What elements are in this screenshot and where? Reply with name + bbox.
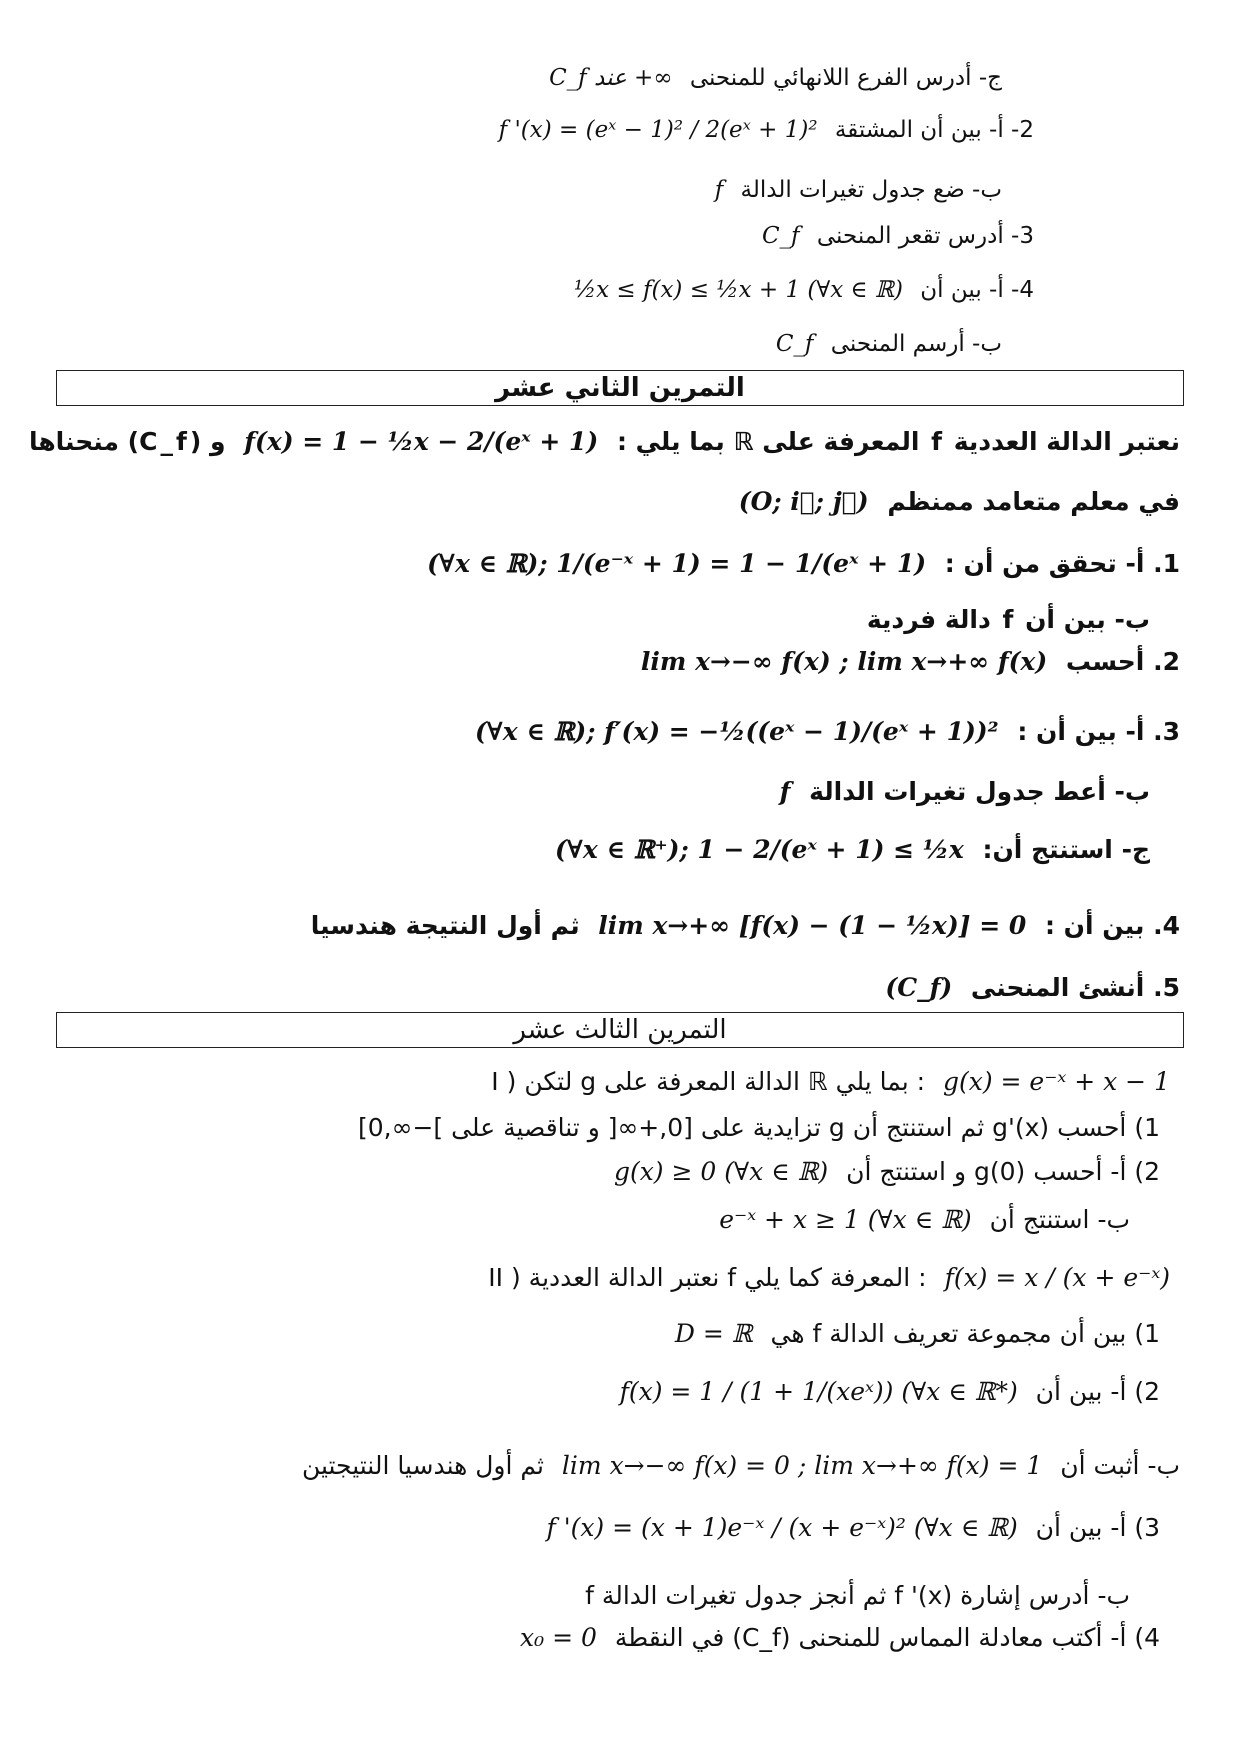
ex13-ii-q2a: 2) أ- بين أن f(x) = 1 / (1 + 1/(xeˣ)) (∀x ∈ ℝ*) [619, 1377, 1160, 1406]
ex12-q3b: ب- أعط جدول تغيرات الدالة f [779, 777, 1150, 806]
ex11-q2b: ب- ضع جدول تغيرات الدالة f [714, 177, 1002, 203]
ex13-q1: 1) أحسب g'(x) ثم استنتج أن g تزايدية على [0,+∞[ و تناقصية على ]−∞,0] [358, 1113, 1160, 1142]
ex12-q3c: ج- استنتج أن: (∀x ∈ ℝ⁺); 1 − 2/(eˣ + 1) ≤ ½x [555, 835, 1150, 864]
ex13-ii-q2b: ب- أثبت أن lim x→−∞ f(x) = 0 ; lim x→+∞ f(x) = 1 ثم أول هندسيا النتيجتين [301, 1451, 1180, 1480]
ex13-part-II: II ) نعتبر الدالة العددية f المعرفة كما يلي : f(x) = x / (x + e⁻ˣ) [488, 1263, 1170, 1292]
ex12-q1b: ب- بين أن f دالة فردية [866, 605, 1150, 634]
ex12-title-box [56, 370, 1184, 406]
ex13-ii-q4a: 4) أ- أكتب معادلة المماس للمنحنى (C_f) في النقطة x₀ = 0 [520, 1623, 1160, 1652]
ex12-q5: 5. أنشئ المنحنى (C_f) [885, 973, 1180, 1002]
ex13-q2b: ب- استنتج أن e⁻ˣ + x ≥ 1 (∀x ∈ ℝ) [719, 1205, 1130, 1234]
ex11-q4a: 4- أ- بين أن ½x ≤ f(x) ≤ ½x + 1 (∀x ∈ ℝ) [573, 277, 1034, 303]
ex12-intro-line1: نعتبر الدالة العددية f المعرفة على ℝ بما يلي : f(x) = 1 − ½x − 2/(eˣ + 1) و (C_f) منحناها [28, 427, 1180, 456]
ex12-intro-line2: في معلم متعامد ممنظم (O; i⃗; j⃗) [738, 487, 1180, 516]
ex11-q4b: ب- أرسم المنحنى C_f [775, 331, 1002, 357]
ex12-q1a: 1. أ- تحقق من أن : (∀x ∈ ℝ); 1/(e⁻ˣ + 1) = 1 − 1/(eˣ + 1) [427, 549, 1180, 578]
ex11-part-c: ج- أدرس الفرع اللانهائي للمنحنى C_f عند +∞ [549, 65, 1002, 91]
ex13-ii-q3a: 3) أ- بين أن f '(x) = (x + 1)e⁻ˣ / (x + e⁻ˣ)² (∀x ∈ ℝ) [546, 1513, 1160, 1542]
ex13-q2a: 2) أ- أحسب g(0) و استنتج أن g(x) ≥ 0 (∀x ∈ ℝ) [613, 1157, 1160, 1186]
ex13-title-box [56, 1012, 1184, 1048]
ex12-q2: 2. أحسب lim x→−∞ f(x) ; lim x→+∞ f(x) [640, 647, 1180, 676]
ex13-part-I: I ) لتكن g الدالة المعرفة على ℝ بما يلي : g(x) = e⁻ˣ + x − 1 [491, 1067, 1170, 1096]
ex11-q3: 3- أدرس تقعر المنحنى C_f [761, 223, 1034, 249]
ex11-q2a: 2- أ- بين أن المشتقة f '(x) = (eˣ − 1)² / 2(eˣ + 1)² [498, 117, 1034, 143]
ex12-q4: 4. بين أن : lim x→+∞ [f(x) − (1 − ½x)] = 0 ثم أول النتيجة هندسيا [310, 911, 1180, 940]
ex13-title: التمرين الثالث عشر [513, 1015, 727, 1045]
ex13-ii-q3b: ب- أدرس إشارة f '(x) ثم أنجز جدول تغيرات الدالة f [585, 1581, 1130, 1610]
ex13-ii-q1: 1) بين أن مجموعة تعريف الدالة f هي D = ℝ [674, 1319, 1160, 1348]
ex12-title: التمرين الثاني عشر [495, 373, 745, 403]
ex12-q3a: 3. أ- بين أن : (∀x ∈ ℝ); f′(x) = −½((eˣ − 1)/(eˣ + 1))² [474, 717, 1180, 746]
